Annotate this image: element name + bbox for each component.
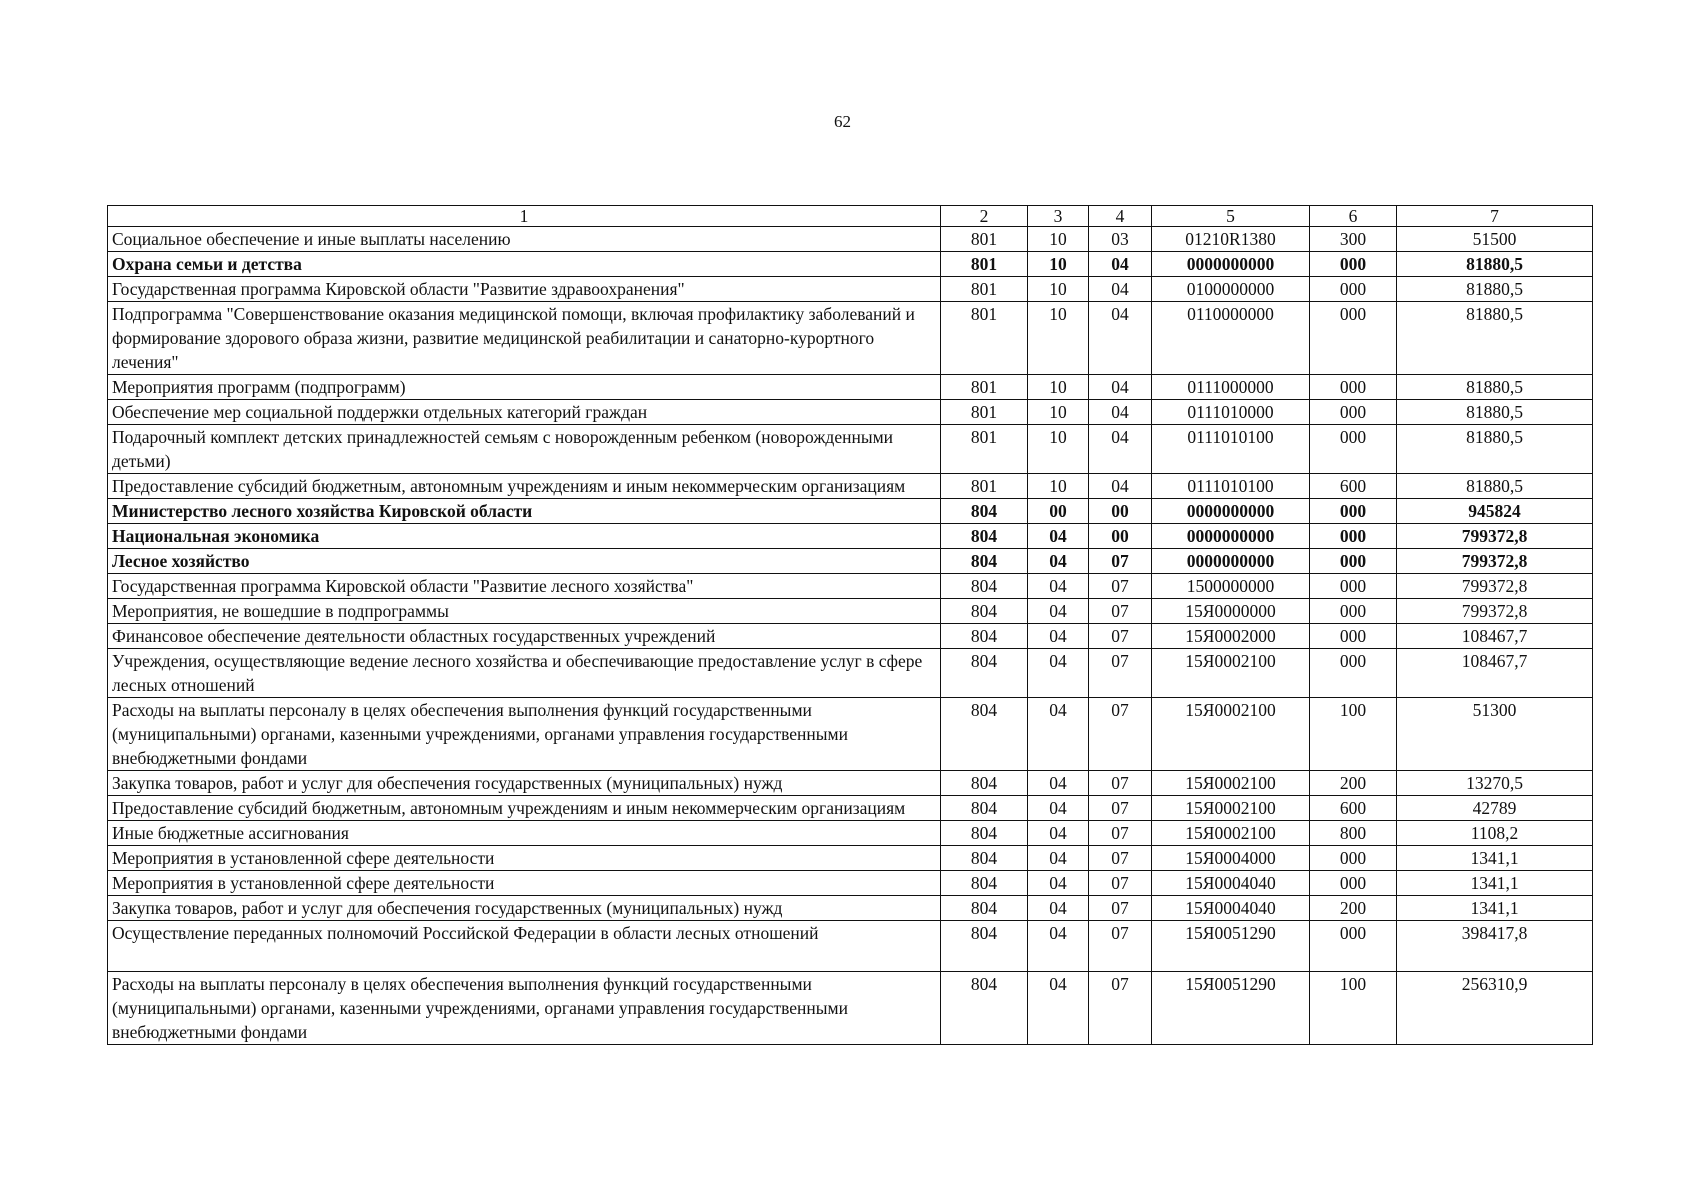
expense-type-cell: 000 xyxy=(1310,871,1397,896)
expense-name-cell: Расходы на выплаты персоналу в целях обеспечения выполнения функций государственными (муниципальными) органами, казенными учреждениями, органами управления государственными внебюджетными фондами xyxy=(108,972,941,1045)
target-article-cell: 15Я0002100 xyxy=(1152,698,1310,771)
expense-type-cell: 100 xyxy=(1310,698,1397,771)
subsection-code-cell: 04 xyxy=(1089,252,1152,277)
subsection-code-cell: 04 xyxy=(1089,277,1152,302)
amount-cell: 799372,8 xyxy=(1397,549,1593,574)
target-article-cell: 1500000000 xyxy=(1152,574,1310,599)
section-code-cell: 10 xyxy=(1028,400,1089,425)
ministry-code-cell: 801 xyxy=(941,277,1028,302)
subsection-code-cell: 07 xyxy=(1089,846,1152,871)
ministry-code-cell: 804 xyxy=(941,921,1028,972)
expense-type-cell: 100 xyxy=(1310,972,1397,1045)
target-article-cell: 15Я0000000 xyxy=(1152,599,1310,624)
section-code-cell: 04 xyxy=(1028,524,1089,549)
budget-table xyxy=(107,205,1593,1045)
ministry-code-cell: 804 xyxy=(941,574,1028,599)
expense-type-cell: 000 xyxy=(1310,624,1397,649)
ministry-code-cell: 804 xyxy=(941,599,1028,624)
target-article-cell: 0111010000 xyxy=(1152,400,1310,425)
section-code-cell: 04 xyxy=(1028,574,1089,599)
amount-cell: 799372,8 xyxy=(1397,574,1593,599)
target-article-cell: 0111000000 xyxy=(1152,375,1310,400)
subsection-code-cell: 07 xyxy=(1089,896,1152,921)
amount-cell: 1108,2 xyxy=(1397,821,1593,846)
section-code-cell: 04 xyxy=(1028,549,1089,574)
column-header: 5 xyxy=(1152,206,1310,227)
expense-type-cell: 000 xyxy=(1310,549,1397,574)
subsection-code-cell: 07 xyxy=(1089,921,1152,972)
expense-type-cell: 000 xyxy=(1310,921,1397,972)
expense-name-cell: Расходы на выплаты персоналу в целях обеспечения выполнения функций государственными (муниципальными) органами, казенными учреждениями, органами управления государственными внебюджетными фондами xyxy=(108,698,941,771)
expense-name-cell: Осуществление переданных полномочий Российской Федерации в области лесных отношений xyxy=(108,921,941,972)
expense-name-cell: Национальная экономика xyxy=(108,524,941,549)
target-article-cell: 15Я0004000 xyxy=(1152,846,1310,871)
section-code-cell: 04 xyxy=(1028,821,1089,846)
subsection-code-cell: 07 xyxy=(1089,972,1152,1045)
subsection-code-cell: 04 xyxy=(1089,375,1152,400)
table-row xyxy=(108,277,1593,302)
ministry-code-cell: 804 xyxy=(941,871,1028,896)
table-row xyxy=(108,649,1593,698)
expense-name-cell: Подпрограмма "Совершенствование оказания медицинской помощи, включая профилактику заболеваний и формирование здорового образа жизни, развитие медицинской реабилитации и санаторно-курортного лечения" xyxy=(108,302,941,375)
section-code-cell: 10 xyxy=(1028,227,1089,252)
ministry-code-cell: 801 xyxy=(941,425,1028,474)
table-row xyxy=(108,474,1593,499)
ministry-code-cell: 804 xyxy=(941,549,1028,574)
expense-type-cell: 000 xyxy=(1310,649,1397,698)
subsection-code-cell: 07 xyxy=(1089,574,1152,599)
expense-name-cell: Министерство лесного хозяйства Кировской области xyxy=(108,499,941,524)
expense-type-cell: 800 xyxy=(1310,821,1397,846)
page-number: 62 xyxy=(834,112,851,131)
ministry-code-cell: 804 xyxy=(941,698,1028,771)
table-row xyxy=(108,375,1593,400)
expense-type-cell: 600 xyxy=(1310,474,1397,499)
column-header: 4 xyxy=(1089,206,1152,227)
ministry-code-cell: 801 xyxy=(941,302,1028,375)
table-row xyxy=(108,698,1593,771)
ministry-code-cell: 804 xyxy=(941,624,1028,649)
amount-cell: 1341,1 xyxy=(1397,871,1593,896)
amount-cell: 1341,1 xyxy=(1397,846,1593,871)
subsection-code-cell: 07 xyxy=(1089,821,1152,846)
table-body xyxy=(108,227,1593,1045)
target-article-cell: 15Я0004040 xyxy=(1152,871,1310,896)
expense-type-cell: 000 xyxy=(1310,277,1397,302)
expense-name-cell: Финансовое обеспечение деятельности областных государственных учреждений xyxy=(108,624,941,649)
section-code-cell: 04 xyxy=(1028,846,1089,871)
table-row xyxy=(108,252,1593,277)
column-header: 3 xyxy=(1028,206,1089,227)
subsection-code-cell: 00 xyxy=(1089,499,1152,524)
expense-name-cell: Закупка товаров, работ и услуг для обеспечения государственных (муниципальных) нужд xyxy=(108,771,941,796)
subsection-code-cell: 07 xyxy=(1089,871,1152,896)
expense-type-cell: 300 xyxy=(1310,227,1397,252)
expense-name-cell: Мероприятия в установленной сфере деятельности xyxy=(108,846,941,871)
expense-name-cell: Учреждения, осуществляющие ведение лесного хозяйства и обеспечивающие предоставление услуг в сфере лесных отношений xyxy=(108,649,941,698)
amount-cell: 81880,5 xyxy=(1397,302,1593,375)
target-article-cell: 15Я0002100 xyxy=(1152,649,1310,698)
amount-cell: 81880,5 xyxy=(1397,400,1593,425)
table-row xyxy=(108,771,1593,796)
section-code-cell: 10 xyxy=(1028,277,1089,302)
amount-cell: 81880,5 xyxy=(1397,375,1593,400)
expense-type-cell: 000 xyxy=(1310,425,1397,474)
ministry-code-cell: 801 xyxy=(941,252,1028,277)
section-code-cell: 04 xyxy=(1028,871,1089,896)
ministry-code-cell: 801 xyxy=(941,474,1028,499)
expense-name-cell: Мероприятия в установленной сфере деятельности xyxy=(108,871,941,896)
expense-name-cell: Мероприятия, не вошедшие в подпрограммы xyxy=(108,599,941,624)
target-article-cell: 15Я0002100 xyxy=(1152,796,1310,821)
table-row xyxy=(108,871,1593,896)
amount-cell: 42789 xyxy=(1397,796,1593,821)
ministry-code-cell: 804 xyxy=(941,846,1028,871)
ministry-code-cell: 804 xyxy=(941,796,1028,821)
amount-cell: 108467,7 xyxy=(1397,649,1593,698)
amount-cell: 799372,8 xyxy=(1397,524,1593,549)
expense-name-cell: Иные бюджетные ассигнования xyxy=(108,821,941,846)
ministry-code-cell: 804 xyxy=(941,821,1028,846)
ministry-code-cell: 804 xyxy=(941,972,1028,1045)
table-header-row xyxy=(108,206,1593,227)
table-row xyxy=(108,846,1593,871)
ministry-code-cell: 801 xyxy=(941,375,1028,400)
target-article-cell: 0000000000 xyxy=(1152,549,1310,574)
target-article-cell: 0110000000 xyxy=(1152,302,1310,375)
section-code-cell: 04 xyxy=(1028,698,1089,771)
target-article-cell: 15Я0051290 xyxy=(1152,921,1310,972)
expense-name-cell: Закупка товаров, работ и услуг для обеспечения государственных (муниципальных) нужд xyxy=(108,896,941,921)
table-row xyxy=(108,821,1593,846)
amount-cell: 13270,5 xyxy=(1397,771,1593,796)
subsection-code-cell: 03 xyxy=(1089,227,1152,252)
expense-name-cell: Предоставление субсидий бюджетным, автономным учреждениям и иным некоммерческим организациям xyxy=(108,796,941,821)
table-row xyxy=(108,599,1593,624)
section-code-cell: 10 xyxy=(1028,375,1089,400)
expense-name-cell: Лесное хозяйство xyxy=(108,549,941,574)
target-article-cell: 0100000000 xyxy=(1152,277,1310,302)
section-code-cell: 10 xyxy=(1028,474,1089,499)
expense-type-cell: 000 xyxy=(1310,524,1397,549)
expense-name-cell: Государственная программа Кировской области "Развитие лесного хозяйства" xyxy=(108,574,941,599)
section-code-cell: 04 xyxy=(1028,624,1089,649)
column-header: 1 xyxy=(108,206,941,227)
target-article-cell: 0111010100 xyxy=(1152,425,1310,474)
table-row xyxy=(108,896,1593,921)
subsection-code-cell: 07 xyxy=(1089,649,1152,698)
table-row xyxy=(108,499,1593,524)
section-code-cell: 04 xyxy=(1028,771,1089,796)
target-article-cell: 15Я0002100 xyxy=(1152,821,1310,846)
amount-cell: 799372,8 xyxy=(1397,599,1593,624)
column-header: 7 xyxy=(1397,206,1593,227)
expense-type-cell: 600 xyxy=(1310,796,1397,821)
amount-cell: 81880,5 xyxy=(1397,277,1593,302)
amount-cell: 108467,7 xyxy=(1397,624,1593,649)
expense-type-cell: 200 xyxy=(1310,896,1397,921)
subsection-code-cell: 04 xyxy=(1089,425,1152,474)
table-row xyxy=(108,524,1593,549)
target-article-cell: 0000000000 xyxy=(1152,252,1310,277)
subsection-code-cell: 04 xyxy=(1089,400,1152,425)
column-header: 2 xyxy=(941,206,1028,227)
section-code-cell: 04 xyxy=(1028,921,1089,972)
amount-cell: 256310,9 xyxy=(1397,972,1593,1045)
subsection-code-cell: 04 xyxy=(1089,474,1152,499)
section-code-cell: 04 xyxy=(1028,796,1089,821)
table-row xyxy=(108,972,1593,1045)
subsection-code-cell: 00 xyxy=(1089,524,1152,549)
target-article-cell: 15Я0051290 xyxy=(1152,972,1310,1045)
ministry-code-cell: 804 xyxy=(941,524,1028,549)
column-header: 6 xyxy=(1310,206,1397,227)
expense-type-cell: 000 xyxy=(1310,574,1397,599)
section-code-cell: 10 xyxy=(1028,425,1089,474)
ministry-code-cell: 804 xyxy=(941,649,1028,698)
amount-cell: 81880,5 xyxy=(1397,425,1593,474)
amount-cell: 945824 xyxy=(1397,499,1593,524)
expense-type-cell: 000 xyxy=(1310,599,1397,624)
section-code-cell: 04 xyxy=(1028,599,1089,624)
table-row xyxy=(108,921,1593,972)
ministry-code-cell: 804 xyxy=(941,499,1028,524)
ministry-code-cell: 804 xyxy=(941,771,1028,796)
amount-cell: 51300 xyxy=(1397,698,1593,771)
table-row xyxy=(108,425,1593,474)
expense-name-cell: Социальное обеспечение и иные выплаты населению xyxy=(108,227,941,252)
expense-type-cell: 000 xyxy=(1310,400,1397,425)
table-row xyxy=(108,624,1593,649)
target-article-cell: 0000000000 xyxy=(1152,524,1310,549)
expense-type-cell: 000 xyxy=(1310,252,1397,277)
target-article-cell: 01210R1380 xyxy=(1152,227,1310,252)
amount-cell: 81880,5 xyxy=(1397,252,1593,277)
table-row xyxy=(108,400,1593,425)
table-row xyxy=(108,549,1593,574)
section-code-cell: 04 xyxy=(1028,972,1089,1045)
section-code-cell: 00 xyxy=(1028,499,1089,524)
subsection-code-cell: 07 xyxy=(1089,796,1152,821)
expense-name-cell: Охрана семьи и детства xyxy=(108,252,941,277)
expense-type-cell: 000 xyxy=(1310,846,1397,871)
subsection-code-cell: 07 xyxy=(1089,549,1152,574)
expense-name-cell: Государственная программа Кировской области "Развитие здравоохранения" xyxy=(108,277,941,302)
target-article-cell: 0111010100 xyxy=(1152,474,1310,499)
expense-type-cell: 200 xyxy=(1310,771,1397,796)
target-article-cell: 15Я0002100 xyxy=(1152,771,1310,796)
expense-type-cell: 000 xyxy=(1310,302,1397,375)
ministry-code-cell: 804 xyxy=(941,896,1028,921)
section-code-cell: 04 xyxy=(1028,896,1089,921)
subsection-code-cell: 04 xyxy=(1089,302,1152,375)
expense-name-cell: Подарочный комплект детских принадлежностей семьям с новорожденным ребенком (новорожденными детьми) xyxy=(108,425,941,474)
expense-type-cell: 000 xyxy=(1310,499,1397,524)
expense-name-cell: Мероприятия программ (подпрограмм) xyxy=(108,375,941,400)
target-article-cell: 0000000000 xyxy=(1152,499,1310,524)
expense-type-cell: 000 xyxy=(1310,375,1397,400)
table-row xyxy=(108,796,1593,821)
section-code-cell: 10 xyxy=(1028,302,1089,375)
section-code-cell: 10 xyxy=(1028,252,1089,277)
table-row xyxy=(108,574,1593,599)
amount-cell: 81880,5 xyxy=(1397,474,1593,499)
target-article-cell: 15Я0002000 xyxy=(1152,624,1310,649)
amount-cell: 51500 xyxy=(1397,227,1593,252)
subsection-code-cell: 07 xyxy=(1089,624,1152,649)
amount-cell: 398417,8 xyxy=(1397,921,1593,972)
table-row xyxy=(108,302,1593,375)
expense-name-cell: Предоставление субсидий бюджетным, автономным учреждениям и иным некоммерческим организациям xyxy=(108,474,941,499)
subsection-code-cell: 07 xyxy=(1089,698,1152,771)
ministry-code-cell: 801 xyxy=(941,227,1028,252)
subsection-code-cell: 07 xyxy=(1089,599,1152,624)
subsection-code-cell: 07 xyxy=(1089,771,1152,796)
target-article-cell: 15Я0004040 xyxy=(1152,896,1310,921)
table-row xyxy=(108,227,1593,252)
expense-name-cell: Обеспечение мер социальной поддержки отдельных категорий граждан xyxy=(108,400,941,425)
ministry-code-cell: 801 xyxy=(941,400,1028,425)
amount-cell: 1341,1 xyxy=(1397,896,1593,921)
section-code-cell: 04 xyxy=(1028,649,1089,698)
